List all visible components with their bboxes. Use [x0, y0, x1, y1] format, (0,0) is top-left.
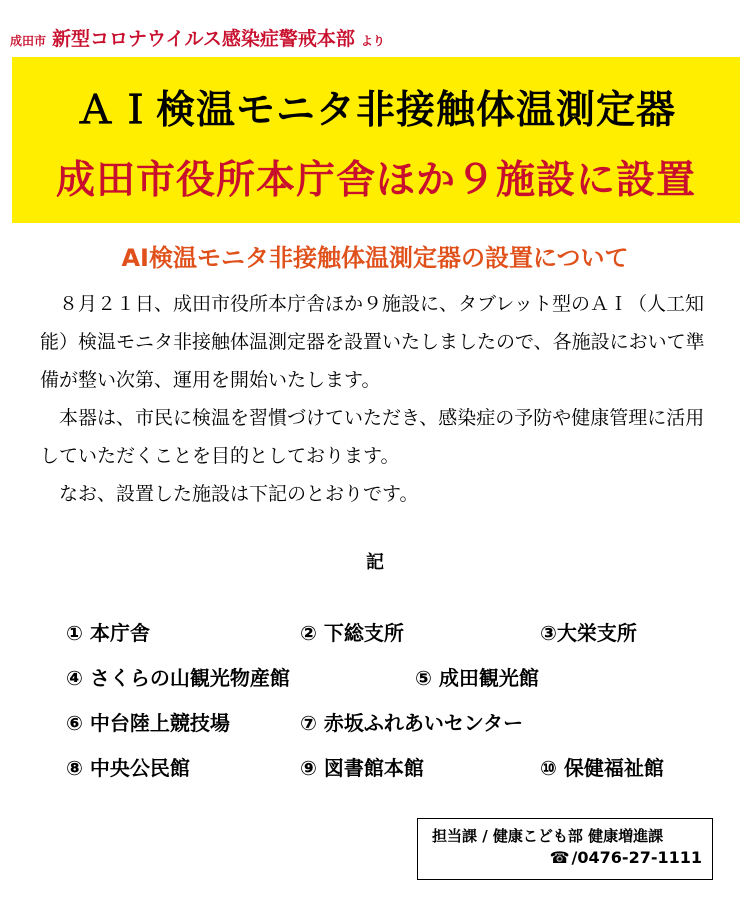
facility-item: ① 本庁舎 — [66, 621, 150, 645]
paragraph: 本器は、市民に検温を習慣づけていただき、感染症の予防や健康管理に活用していただくことを目的としております。 — [40, 407, 705, 467]
issuer-suffix: より — [360, 34, 385, 48]
headline-line-2: 成田市役所本庁舎ほか９施設に設置 — [55, 158, 696, 203]
facility-item: ③大栄支所 — [540, 621, 637, 645]
paragraph: ８月２１日、成田市役所本庁舎ほか９施設に、タブレット型のＡＩ（人工知能）検温モニタ非接触体温測定器を設置いたしましたので、各施設において準備が整い次第、運用を開始いたします。 — [40, 293, 705, 391]
issuer-city: 成田市 — [10, 34, 47, 48]
paragraph: なお、設置した施設は下記のとおりです。 — [59, 483, 419, 505]
phone-number: /0476-27-1111 — [571, 848, 702, 867]
headline-line-1: ＡＩ検温モニタ非接触体温測定器 — [75, 88, 676, 133]
phone-icon: ☎ — [549, 848, 570, 867]
issuer-org: 新型コロナウイルス感染症警戒本部 — [52, 28, 355, 50]
facility-item: ⑤ 成田観光館 — [415, 666, 539, 690]
facility-item: ⑩ 保健福祉館 — [540, 756, 664, 780]
body-text — [40, 285, 720, 513]
facility-item: ⑨ 図書館本館 — [300, 756, 424, 780]
facility-item: ④ さくらの山観光物産館 — [66, 666, 290, 690]
facility-item: ⑧ 中央公民館 — [66, 756, 190, 780]
facility-item: ② 下総支所 — [300, 621, 404, 645]
facility-item: ⑥ 中台陸上競技場 — [66, 711, 230, 735]
issuer-header — [10, 24, 385, 51]
headline-banner — [12, 57, 740, 223]
section-title: AI検温モニタ非接触体温測定器の設置について — [121, 244, 629, 272]
contact-box — [417, 818, 713, 880]
facility-item: ⑦ 赤坂ふれあいセンター — [300, 711, 524, 735]
ki-heading: 記 — [366, 552, 384, 573]
contact-phone — [432, 848, 702, 867]
contact-department: 担当課 / 健康こども部 健康増進課 — [432, 827, 664, 845]
